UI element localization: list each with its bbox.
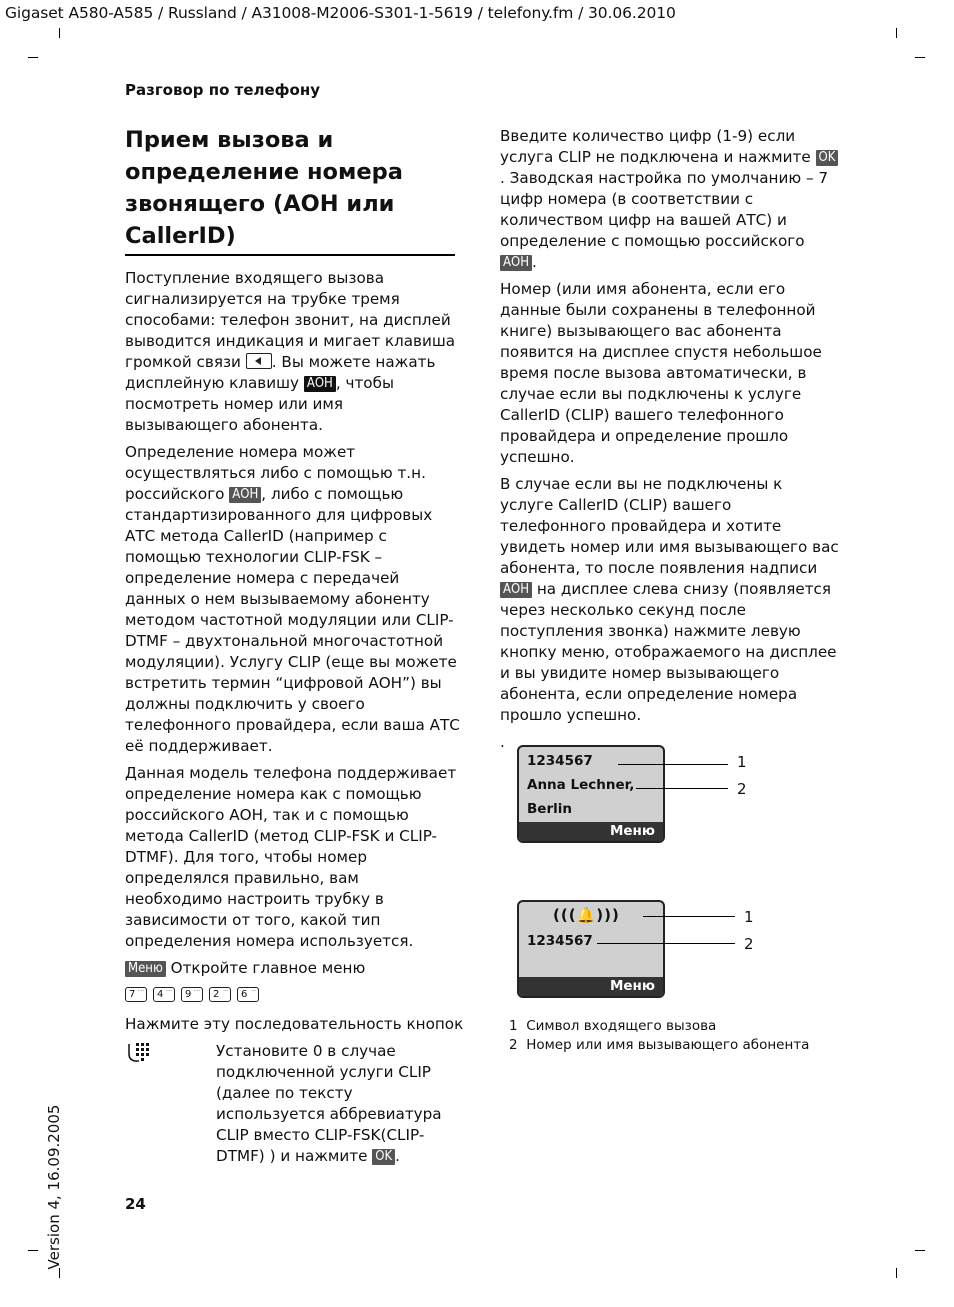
legend-item: 1 Символ входящего вызова xyxy=(509,1018,717,1034)
menu-softkey: Меню xyxy=(519,977,663,996)
phone-display-caller-name xyxy=(517,745,665,843)
callout-number: 2 xyxy=(737,780,747,798)
heading-rule xyxy=(125,254,455,256)
paragraph: В случае если вы не подключены к услуге CallerID (CLIP) вашего телефонного провайдера и хотите увидеть номер или имя вызывающего вас абонента, то после появления надписи АОН на дисплее слева снизу (появляется через несколько секунд после поступления звонка) нажмите левую кнопку меню, отображаемого на дисплее и вы увидите номер вызывающего абонента, если определение номера прошло успешно. xyxy=(500,475,839,724)
crop-mark xyxy=(59,28,60,38)
figure-legend xyxy=(509,1017,809,1055)
callout-number: 1 xyxy=(737,753,747,771)
crop-mark xyxy=(896,1268,897,1278)
paragraph: Номер (или имя абонента, если его данные были сохранены в телефонной книге) вызывающего вас абонента появится на дисплее спустя небольшое время после вызова автоматически, в случае если вы подключены к услуге CallerID (CLIP) вашего телефонного провайдера и определение прошло успешно. xyxy=(500,280,822,466)
crop-mark xyxy=(915,1250,925,1251)
digit-key-2: 2 ··· xyxy=(209,987,231,1002)
callout-line xyxy=(643,916,735,917)
paragraph: Определение номера может осуществляться либо с помощью т.н. российского АОН , либо с помощью стандартизированного для цифровых АТС метода CallerID (например с помощью технологии CLIP-FSK – определение номера с передачей данных о нем вызываемому абоненту методом частотной модуляции или CLIP-DTMF – двухтональной многочастотной модуляции). Услугу CLIP (еще вы можете встретить термин “цифровой АОН”) вы должны подключить у своего телефонного провайдера, если ваша АТС её поддерживает. xyxy=(125,443,460,755)
aon-key: АОН xyxy=(304,376,336,392)
ok-key: OK xyxy=(816,150,839,166)
digit-key-4: 4 ···· xyxy=(153,987,175,1002)
keypad-icon xyxy=(127,1042,151,1064)
callout-line xyxy=(597,943,735,944)
crop-mark xyxy=(896,28,897,38)
legend-item: 2 Номер или имя вызывающего абонента xyxy=(509,1037,810,1053)
digit-key-9: 9 ···· xyxy=(181,987,203,1002)
paragraph: Данная модель телефона поддерживает определение номера как с помощью российского АОН, так и с помощью метода CallerID (метод CLIP-FSK и CLIP-DTMF). Для того, чтобы номер определялся правильно, вам необходимо настроить трубку в зависимости от того, какой тип определения номера используется. xyxy=(125,764,457,950)
right-column xyxy=(500,126,840,759)
sequence-instruction: Нажмите эту последовательность кнопок xyxy=(125,1015,464,1033)
key-sequence xyxy=(125,987,259,1002)
crop-mark xyxy=(915,57,925,58)
aon-key: АОН xyxy=(229,487,261,503)
phone-display-incoming xyxy=(517,900,665,998)
crop-mark xyxy=(28,1250,38,1251)
ringing-bell-icon: (((🔔))) xyxy=(553,906,620,924)
caller-number: 1234567 xyxy=(527,933,593,949)
digit-key-7: 7 ···· xyxy=(125,987,147,1002)
menu-instruction: Меню Откройте главное меню xyxy=(125,958,460,979)
callout-line xyxy=(636,788,728,789)
digit-key-6: 6 ··· xyxy=(237,987,259,1002)
aon-key: АОН xyxy=(500,582,532,598)
callout-number: 2 xyxy=(744,935,754,953)
version-label: Version 4, 16.09.2005 xyxy=(45,1104,63,1270)
page-number: 24 xyxy=(125,1195,146,1213)
menu-key: Меню xyxy=(125,961,166,977)
menu-softkey: Меню xyxy=(519,822,663,841)
speaker-key-icon xyxy=(246,353,272,369)
page-heading: Прием вызова и определение номера звонящего (АОН или CallerID) xyxy=(125,127,403,249)
ok-key: OK xyxy=(372,1149,395,1165)
caller-city: Berlin xyxy=(527,801,572,817)
callout-line xyxy=(618,764,728,765)
left-column xyxy=(125,268,460,985)
paragraph: Введите количество цифр (1-9) если услуга CLIP не подключена и нажмите OK. Заводская настройка по умолчанию – 7 цифр номера (в соответствии с количеством цифр на вашей АТС) и определение с помощью российского АОН . xyxy=(500,126,840,273)
section-title: Разговор по телефону xyxy=(125,81,320,99)
crop-mark xyxy=(28,57,38,58)
step-instruction: Установите 0 в случае подключенной услуги CLIP (далее по тексту используется аббревиатура CLIP вместо CLIP-FSK(CLIP-DTMF) ) и нажмите OK . xyxy=(216,1042,442,1165)
paragraph-dot: . xyxy=(500,733,505,751)
caller-name: Anna Lechner, xyxy=(527,777,635,793)
document-header: Gigaset A580-A585 / Russland / A31008-M2006-S301-1-5619 / telefony.fm / 30.06.2010 xyxy=(5,4,676,22)
paragraph: Поступление входящего вызова сигнализируется на трубке тремя способами: телефон звонит, на дисплей выводится индикация и мигает клавиша громкой связи . Вы можете нажать дисплейную клавишу АОН , чтобы посмотреть номер или имя вызывающего абонента. xyxy=(125,269,456,434)
caller-number: 1234567 xyxy=(527,753,593,769)
aon-key: АОН xyxy=(500,255,532,271)
callout-number: 1 xyxy=(744,908,754,926)
